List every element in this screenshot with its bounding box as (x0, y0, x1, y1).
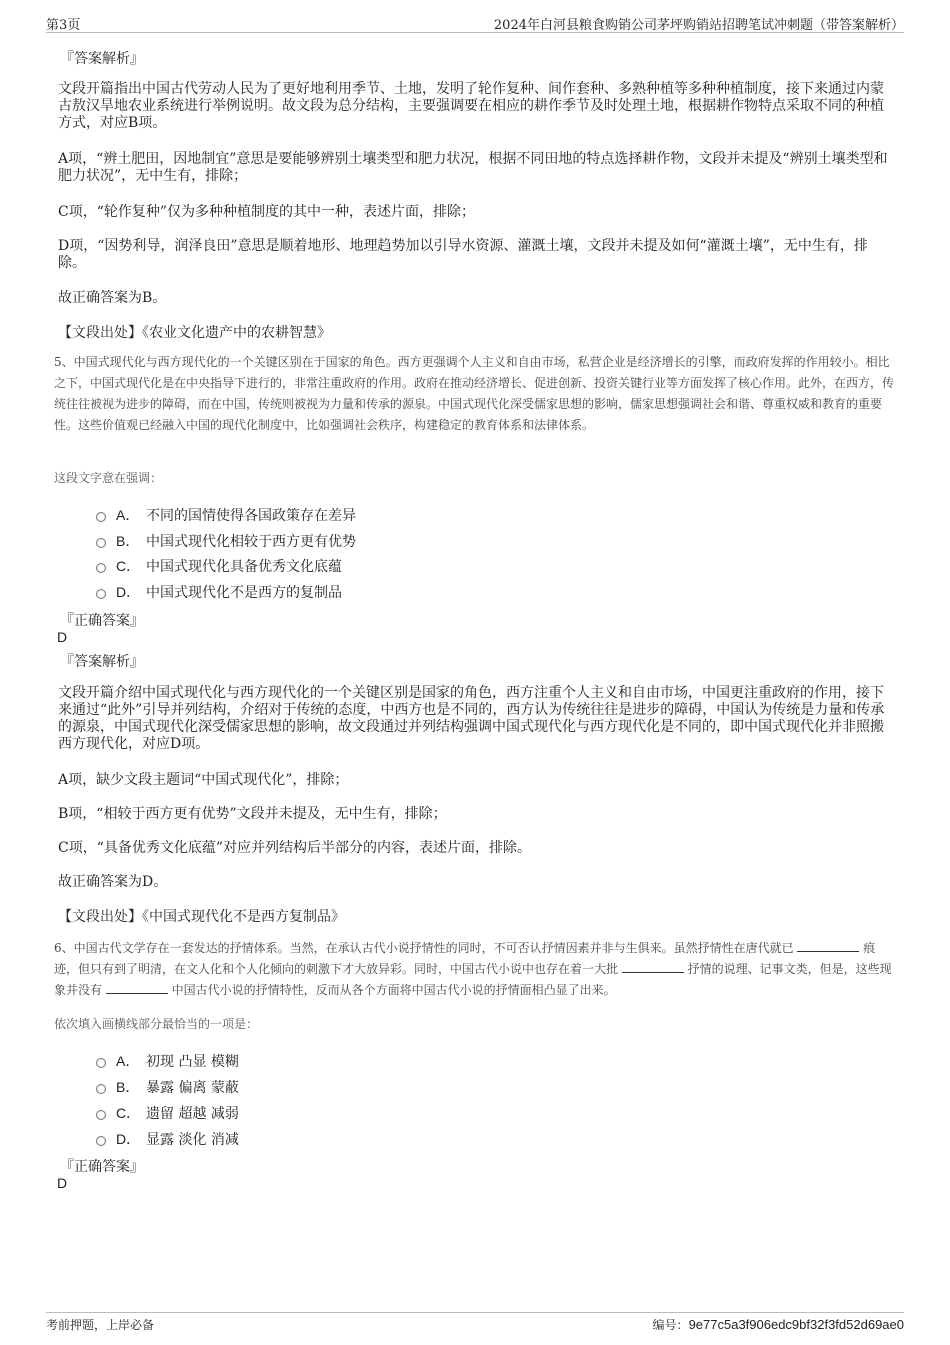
footer-divider (46, 1312, 904, 1313)
page-footer (0, 1308, 950, 1338)
question-5-option-a[interactable]: A． 不同的国情使得各国政策存在差异 (96, 505, 356, 525)
radio-icon[interactable] (96, 538, 106, 548)
question-6-option-b[interactable]: B． 暴露 偏离 蒙蔽 (96, 1077, 239, 1097)
analysis-option-a: A项，缺少文段主题词“中国式现代化”，排除； (58, 772, 349, 788)
question-6-option-c[interactable]: C． 遗留 超越 减弱 (96, 1103, 239, 1123)
header-divider (46, 32, 904, 33)
question-6-prompt: 依次填入画横线部分最恰当的一项是： (54, 1017, 259, 1031)
footer-slogan: 考前押题，上岸必备 (46, 1318, 155, 1332)
correct-answer-label: 『正确答案』 (60, 613, 144, 629)
question-5-option-d[interactable]: D． 中国式现代化不是西方的复制品 (96, 582, 342, 602)
radio-icon[interactable] (96, 589, 106, 599)
correct-answer-label: 『正确答案』 (60, 1159, 144, 1175)
question-5-prompt: 这段文字意在强调： (54, 471, 163, 485)
analysis-option-a: A项，“辨土肥田，因地制宜”意思是要能够辨别土壤类型和肥力状况，根据不同田地的特点选择耕作物，文段并未提及“辨别土壤类型和肥力状况”，无中生有，排除； (58, 151, 888, 184)
document-title: 2024年白河县粮食购销公司茅坪购销站招聘笔试冲刺题（带答案解析） (493, 18, 904, 33)
question-5-option-c[interactable]: C． 中国式现代化具备优秀文化底蕴 (96, 556, 342, 576)
analysis-label: 『答案解析』 (60, 654, 144, 670)
question-5-option-b[interactable]: B． 中国式现代化相较于西方更有优势 (96, 531, 356, 551)
fill-blank-1 (797, 939, 859, 952)
question-6-option-a[interactable]: A． 初现 凸显 模糊 (96, 1051, 239, 1071)
analysis-conclusion: 故正确答案为B。 (58, 290, 167, 306)
document-code: 编号：9e77c5a3f906edc9bf32f3fd52d69ae0 (652, 1317, 904, 1332)
analysis-option-c: C项，“轮作复种”仅为多种种植制度的其中一种，表述片面，排除； (58, 204, 476, 220)
analysis-paragraph: 文段开篇指出中国古代劳动人民为了更好地利用季节、土地，发明了轮作复种、间作套种、多熟种植等多种种植制度，接下来通过内蒙古敖汉旱地农业系统进行举例说明。故文段为总分结构，主要强调要在相应的耕作季节及时处理土地，根据耕作物特点采取不同的种植方式，对应B项。 (58, 81, 884, 131)
fill-blank-2 (622, 960, 684, 973)
page-number: 第3页 (46, 18, 81, 33)
analysis-option-d: D项，“因势利导，润泽良田”意思是顺着地形、地理趋势加以引导水资源、灌溉土壤，文段并未提及如何“灌溉土壤”，无中生有，排除。 (58, 238, 868, 271)
passage-source: 【文段出处】《中国式现代化不是西方复制品》 (58, 909, 345, 925)
radio-icon[interactable] (96, 1058, 106, 1068)
radio-icon[interactable] (96, 1084, 106, 1094)
passage-source: 【文段出处】《农业文化遗产中的农耕智慧》 (58, 325, 331, 341)
question-6-option-d[interactable]: D． 显露 淡化 消减 (96, 1129, 239, 1149)
question-5-text: 5、中国式现代化与西方现代化的一个关键区别在于国家的角色。西方更强调个人主义和自由市场，私营企业是经济增长的引擎，而政府发挥的作用较小。相比之下，中国式现代化是在中央指导下进行的，非常注重政府的作用。政府在推动经济增长、促进创新、投资关键行业等方面发挥了核心作用。此外，在西方，传统往往被视为进步的障碍，而在中国，传统则被视为力量和传承的源泉。中国式现代化深受儒家思想的影响，儒家思想强调社会和谐、尊重权威和教育的重要性。这些价值观已经融入中国的现代化制度中，比如强调社会秩序，构建稳定的教育体系和法律体系。 (54, 355, 895, 432)
analysis-conclusion: 故正确答案为D。 (58, 874, 168, 890)
radio-icon[interactable] (96, 512, 106, 522)
correct-answer: D (57, 1175, 68, 1191)
analysis-option-b: B项，“相较于西方更有优势”文段并未提及，无中生有，排除； (58, 806, 447, 822)
question-6-text: 6、中国古代文学存在一套发达的抒情体系。当然，在承认古代小说抒情性的同时，不可否认抒情因素并非与生俱来。虽然抒情性在唐代就已 痕迹，但只有到了明清，在文人化和个人化倾向的刺激下才大放异彩。同时，中国古代小说中也存在着一大批 抒情的说理、记事文类，但是，这些现象并没有 中国古代小说的抒情特性，反而从各个方面将中国古代小说的抒情面相凸显了出来。 (54, 941, 892, 997)
analysis-option-c: C项，“具备优秀文化底蕴”对应并列结构后半部分的内容，表述片面，排除。 (58, 840, 532, 856)
fill-blank-3 (106, 981, 168, 994)
page-header (0, 0, 950, 33)
correct-answer: D (57, 629, 68, 645)
radio-icon[interactable] (96, 563, 106, 573)
radio-icon[interactable] (96, 1110, 106, 1120)
radio-icon[interactable] (96, 1136, 106, 1146)
analysis-label: 『答案解析』 (60, 51, 144, 67)
analysis-paragraph: 文段开篇介绍中国式现代化与西方现代化的一个关键区别是国家的角色，西方注重个人主义和自由市场，中国更注重政府的作用，接下来通过“此外”引导并列结构，介绍对于传统的态度，中西方也是不同的，西方认为传统往往是进步的障碍，中国认为传统是力量和传承的源泉，中国式现代化深受儒家思想的影响，故文段通过并列结构强调中国式现代化与西方现代化是不同的，即中国式现代化并非照搬西方现代化，对应D项。 (58, 685, 885, 752)
